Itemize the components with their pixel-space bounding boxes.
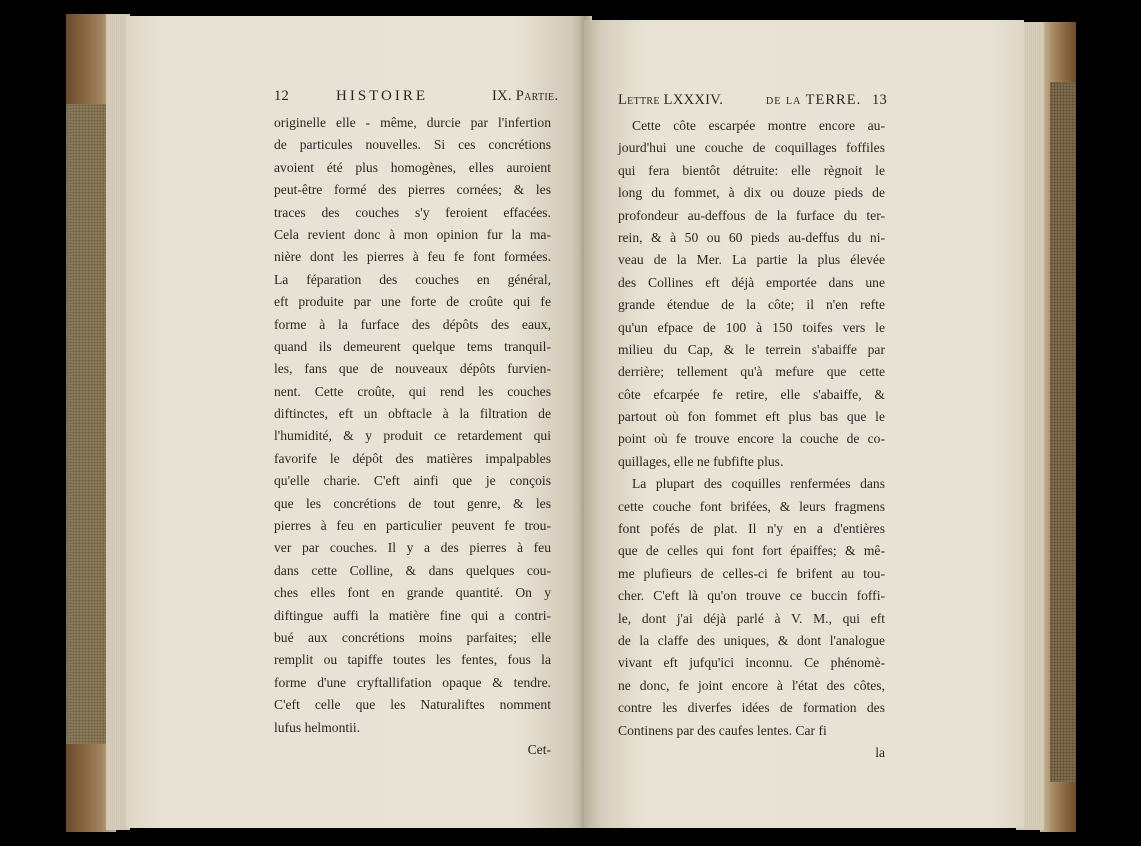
text-line: point où fe trouve encore la couche de co- [618,431,885,447]
text-line: Continens par des caufes lentes. Car fi [618,722,827,738]
text-line: quillages, elle ne fubfifte plus. [618,453,784,469]
text-line: lufus helmontii. [274,719,361,735]
text-line: derrière; tellement qu'à mefure que cette [618,364,885,380]
section-title: IX. Partie. [492,88,559,104]
text-line: font pofés de plat. Il n'y en a d'entières [618,521,885,537]
text-line: traces des couches s'y feroient effacées. [274,204,551,220]
text-line: qu'un efpace de 100 à 150 toifes vers le [618,319,885,335]
letter-title: Lettre LXXXIV. [618,92,724,108]
text-line: rein, & à 50 ou 60 pieds au-deffus du ni- [618,229,885,245]
text-line: qu'elle charie. C'eft ainfi que je conçois [274,473,551,489]
catchword: Cet- [527,741,551,757]
catchword: la [875,744,885,760]
page-number: 13 [872,92,888,108]
text-line: profondeur au-deffous de la furface du ter- [618,207,885,223]
text-line: originelle elle - même, durcie par l'infertion [274,115,551,130]
text-line: bué aux concrétions moins parfaites; elle [274,629,551,645]
text-line: eft produite par une forte de croûte qui fe [274,294,551,310]
text-line: forme à la furface des dépôts des eaux, [274,316,551,332]
text-line: cette couche font brifées, & leurs fragmens [618,498,885,514]
right-page-text [618,115,885,764]
text-line: que les concrétions de tout genre, & les [274,495,551,511]
text-line: diftinctes, eft un obftacle à la filtration de [274,406,551,422]
text-line: vivant eft jufqu'ici inconnu. Ce phénomè- [618,655,885,671]
text-line: cher. C'eft là qu'on trouve ce buccin foffi- [618,588,885,604]
text-line: côte efcarpée fe retire, elle s'abaiffe, & [618,386,885,402]
text-line: Cela revient donc à mon opinion fur la ma- [274,226,551,242]
text-line: me plufieurs de celles-ci fe brifent au tou- [618,565,885,581]
text-line: contre les diverfes idées de formation des [618,700,885,716]
text-line: long du fommet, à dix ou douze pieds de [618,185,885,201]
text-line: l'humidité, & y produit ce retardement qui [274,428,551,444]
text-line: milieu du Cap, & le terrein s'abaiffe par [618,341,885,357]
text-line: La plupart des coquilles renfermées dans [632,476,885,492]
text-line: de la claffe des uniques, & dont l'analogue [618,632,885,648]
text-line: grande étendue de la côte; il n'en refte [618,297,885,313]
text-line: C'eft celle que les Naturaliftes nomment [274,697,551,713]
text-line: que de celles qui font fort épaiffes; & mê- [618,543,885,559]
running-title: de la TERRE. [766,92,862,108]
left-page-text [274,112,551,761]
running-title: HISTOIRE [336,88,429,104]
text-line: forme d'une cryftallifation opaque & tendre. [274,674,551,690]
text-line: de particules nouvelles. Si ces concrétions [274,137,551,153]
text-line: diftingue auffi la matière fine qui a contri- [274,607,551,623]
text-line: nière dont les pierres à feu fe font formées. [274,249,551,265]
left-page [126,16,584,828]
text-line: veau de la Mer. La partie la plus élevée [618,252,885,268]
book-cover-right [1040,22,1076,832]
text-line: peut-être formé des pierres cornées; & les [274,182,551,198]
text-line: qui fera bientôt détruite: elle règnoit le [618,162,885,178]
text-line: ver par couches. Il y a des pierres à feu [274,540,551,556]
page-number: 12 [274,88,290,104]
text-line: des Collines eft déjà emportée dans une [618,274,885,290]
text-line: ches elles font en grande quantité. On y [274,585,551,601]
text-line: pierres à feu en particulier peuvent fe trou- [274,518,551,534]
text-line: La féparation des couches en général, [274,271,551,287]
text-line: nent. Cette croûte, qui rend les couches [274,383,551,399]
text-line: ne donc, fe joint encore à l'état des côtes, [618,677,885,693]
text-line: quand ils demeurent quelque tems tranquil- [274,338,551,354]
text-line: Cette côte escarpée montre encore au- [632,118,885,133]
text-line: les, fans que de nouveaux dépôts furvien- [274,361,551,377]
text-line: partout où fon fommet eft plus bas que le [618,409,885,425]
text-line: dans cette Colline, & dans quelques cou- [274,562,551,578]
right-page [584,20,1024,828]
text-line: avoient été plus homogènes, elles auroient [274,159,551,175]
text-line: favorife le dépôt des matières impalpables [274,450,551,466]
text-line: le, dont j'ai déjà parlé à V. M., qui eft [618,610,885,626]
text-line: remplit ou tapiffe toutes les fentes, fous la [274,652,551,668]
text-line: jourd'hui une couche de coquillages foffiles [618,140,885,156]
